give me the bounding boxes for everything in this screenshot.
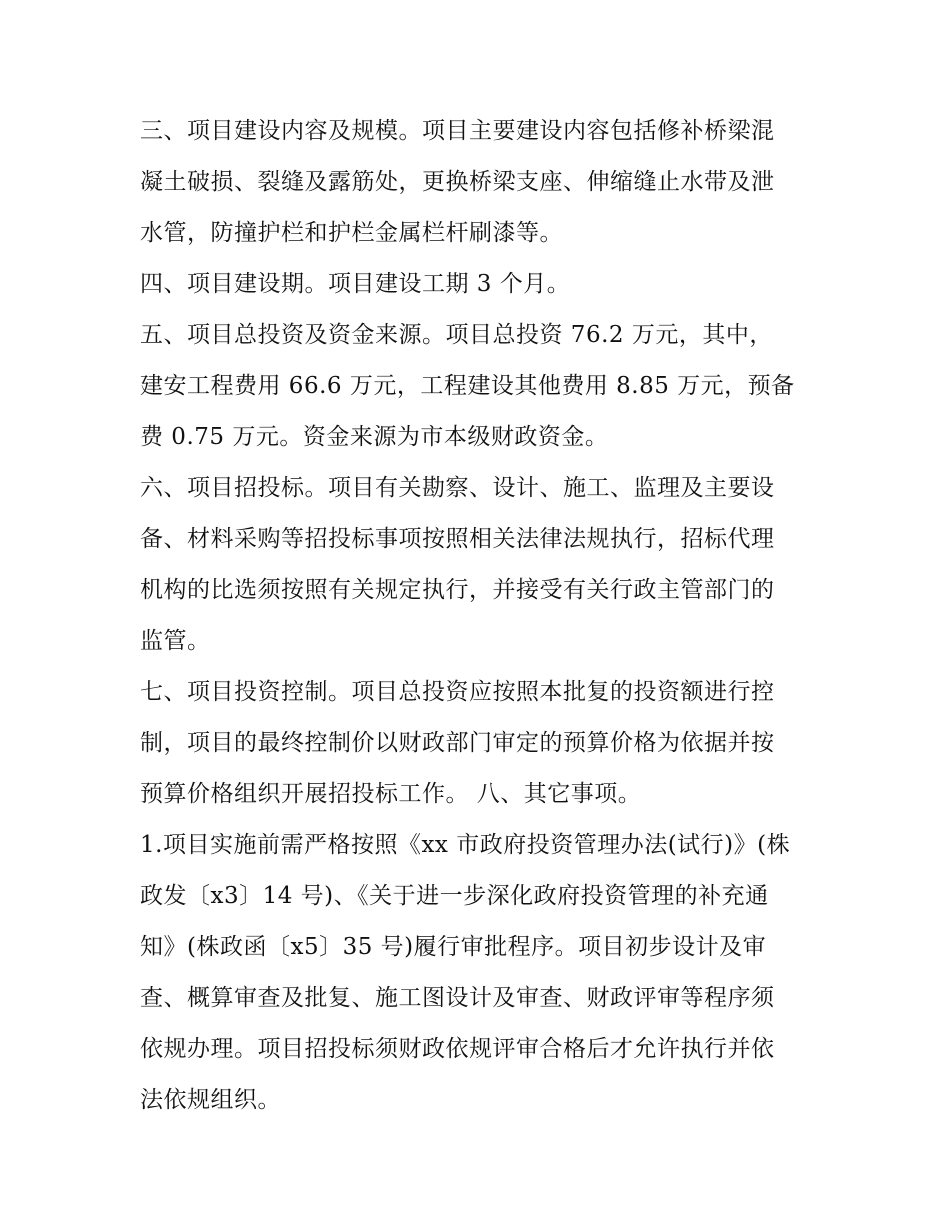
text-line: 建安工程费用 66.6 万元，工程建设其他费用 8.85 万元，预备	[140, 373, 795, 399]
text-line: 政发〔x3〕14 号)、《关于进一步深化政府投资管理的补充通	[140, 883, 769, 909]
text-line: 制，项目的最终控制价以财政部门审定的预算价格为依据并按	[140, 730, 775, 756]
text-line: 六、项目招投标。项目有关勘察、设计、施工、监理及主要设	[140, 475, 775, 501]
text-line: 备、材料采购等招投标事项按照相关法律法规执行，招标代理	[140, 526, 775, 552]
text-line: 四、项目建设期。项目建设工期 3 个月。	[140, 271, 571, 297]
text-line: 监管。	[140, 628, 211, 654]
text-line: 1.项目实施前需严格按照《xx 市政府投资管理办法(试行)》(株	[140, 832, 791, 858]
text-line: 知》(株政函〔x5〕35 号)履行审批程序。项目初步设计及审	[140, 934, 767, 960]
text-line: 水管，防撞护栏和护栏金属栏杆刷漆等。	[140, 220, 563, 246]
text-line: 五、项目总投资及资金来源。项目总投资 76.2 万元，其中，	[140, 322, 773, 348]
text-line: 预算价格组织开展招投标工作。 八、其它事项。	[140, 781, 642, 807]
text-line: 费 0.75 万元。资金来源为市本级财政资金。	[140, 424, 609, 450]
text-line: 七、项目投资控制。项目总投资应按照本批复的投资额进行控	[140, 679, 775, 705]
text-line: 法依规组织。	[140, 1087, 281, 1113]
document-body	[140, 106, 820, 1126]
text-line: 机构的比选须按照有关规定执行，并接受有关行政主管部门的	[140, 577, 775, 603]
text-line: 凝土破损、裂缝及露筋处，更换桥梁支座、伸缩缝止水带及泄	[140, 169, 775, 195]
text-line: 依规办理。项目招投标须财政依规评审合格后才允许执行并依	[140, 1036, 775, 1062]
text-line: 三、项目建设内容及规模。项目主要建设内容包括修补桥梁混	[140, 118, 775, 144]
text-line: 查、概算审查及批复、施工图设计及审查、财政评审等程序须	[140, 985, 775, 1011]
